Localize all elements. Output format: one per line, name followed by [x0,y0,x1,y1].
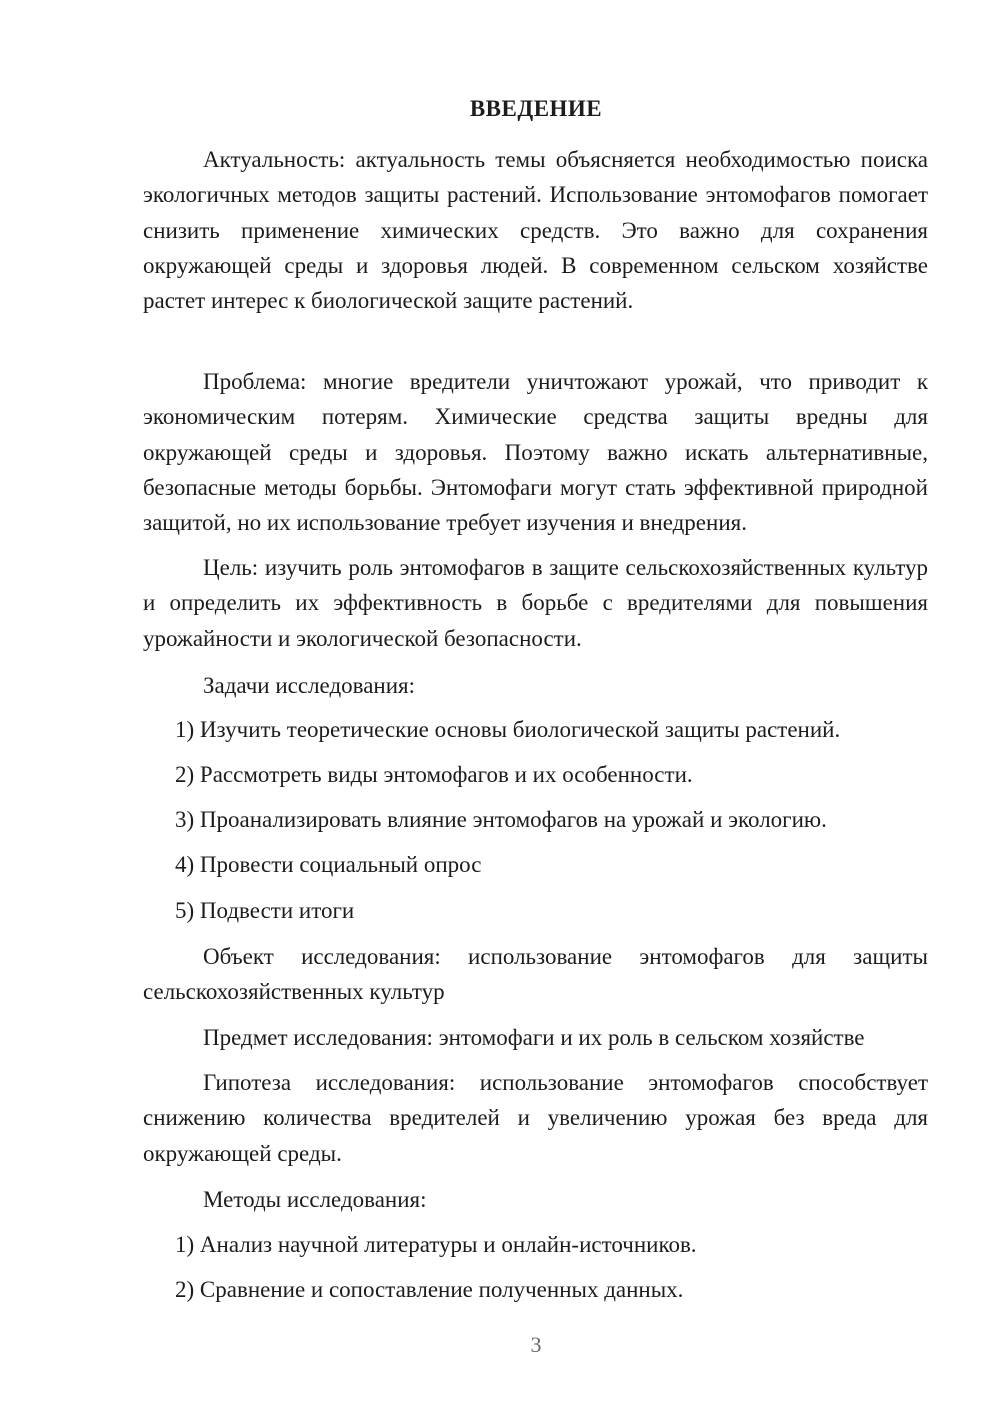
hypothesis-paragraph: Гипотеза исследования: использование энтомофагов способствует снижению количества вредителей и увеличению урожая без вреда для окружающей среды. [143,1070,928,1166]
actuality-paragraph: Актуальность: актуальность темы объясняется необходимостью поиска экологичных методов защиты растений. Использование энтомофагов помогает снизить применение химических средств. Это важно для сохранения окружающей среды и здоровья людей. В современном сельском хозяйстве растет интерес к биологической защите растений. [143,147,928,314]
problem-paragraph: Проблема: многие вредители уничтожают урожай, что приводит к экономическим потерям. Химические средства защиты вредны для окружающей среды и здоровья. Поэтому важно искать альтернативные, безопасные методы борьбы. Энтомофаги могут стать эффективной природной защитой, но их использование требует изучения и внедрения. [143,369,928,536]
methods-title: Методы исследования: [203,1187,427,1212]
method-item-1: 1) Анализ научной литературы и онлайн-источников. [175,1232,697,1257]
goal-paragraph: Цель: изучить роль энтомофагов в защите сельскохозяйственных культур и определить их эффективность в борьбе с вредителями для повышения урожайности и экологической безопасности. [143,555,928,651]
task-item-3: 3) Проанализировать влияние энтомофагов на урожай и экологию. [175,807,827,832]
task-item-4: 4) Провести социальный опрос [175,852,482,877]
section-heading: ВВЕДЕНИЕ [469,96,603,121]
task-item-1: 1) Изучить теоретические основы биологической защиты растений. [175,717,841,742]
task-item-2: 2) Рассмотреть виды энтомофагов и их особенности. [175,762,693,787]
tasks-title: Задачи исследования: [203,673,416,698]
task-item-5: 5) Подвести итоги [175,898,355,923]
method-item-2: 2) Сравнение и сопоставление полученных данных. [175,1277,684,1302]
page-number: 3 [530,1332,542,1357]
object-paragraph: Объект исследования: использование энтомофагов для защиты сельскохозяйственных культур [143,944,928,1005]
subject-paragraph: Предмет исследования: энтомофаги и их роль в сельском хозяйстве [203,1025,865,1050]
